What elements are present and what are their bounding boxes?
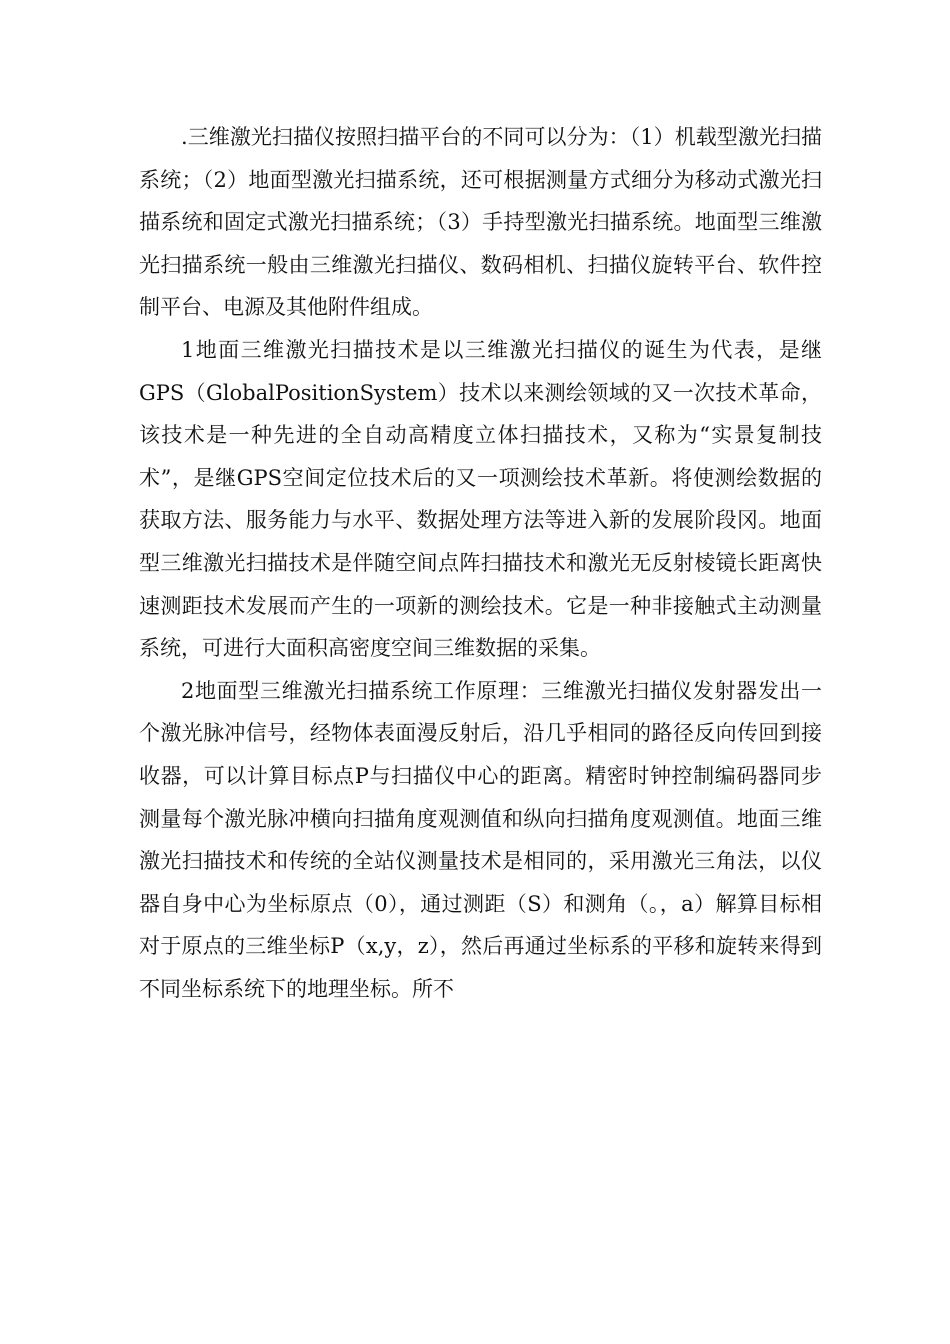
- document-body: [139, 116, 822, 1010]
- paragraph-scanner-classification: .三维激光扫描仪按照扫描平台的不同可以分为：（1）机载型激光扫描系统；（2）地面型激光扫描系统，还可根据测量方式细分为移动式激光扫描系统和固定式激光扫描系统；（3）手持型激光扫描系统。地面型三维激光扫描系统一般由三维激光扫描仪、数码相机、扫描仪旋转平台、软件控制平台、电源及其他附件组成。: [139, 125, 822, 320]
- paragraph-terrestrial-scanning-technology: 1地面三维激光扫描技术是以三维激光扫描仪的诞生为代表，是继GPS（GlobalPositionSystem）技术以来测绘领域的又一次技术革命，该技术是一种先进的全自动高精度立体扫描技术，又称为“实景复制技术”，是继GPS空间定位技术后的又一项测绘技术革新。将使测绘数据的获取方法、服务能力与水平、数据处理方法等进入新的发展阶段冈。地面型三维激光扫描技术是伴随空间点阵扫描技术和激光无反射棱镜长距离快速测距技术发展而产生的一项新的测绘技术。它是一种非接触式主动测量系统，可进行大面积高密度空间三维数据的采集。: [139, 337, 822, 661]
- paragraph-working-principle: 2地面型三维激光扫描系统工作原理：三维激光扫描仪发射器发出一个激光脉冲信号，经物体表面漫反射后，沿几乎相同的路径反向传回到接收器，可以计算目标点P与扫描仪中心的距离。精密时钟控制编码器同步测量每个激光脉冲横向扫描角度观测值和纵向扫描角度观测值。地面三维激光扫描技术和传统的全站仪测量技术是相同的，采用激光三角法，以仪器自身中心为坐标原点（0），通过测距（S）和测角（。，a）解算目标相对于原点的三维坐标P（x,y，z），然后再通过坐标系的平移和旋转来得到不同坐标系统下的地理坐标。所不: [139, 678, 822, 1001]
